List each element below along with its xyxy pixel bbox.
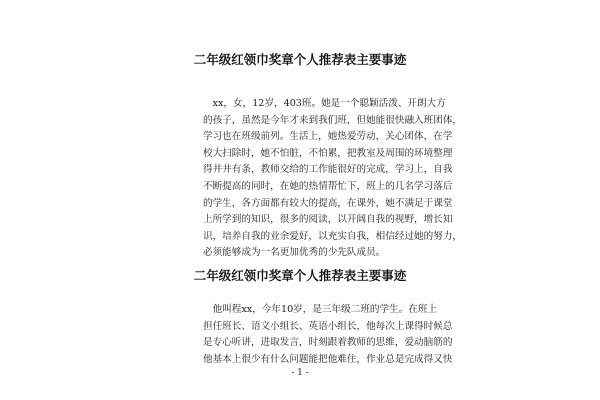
section-1-line: 不断提高的同时，在她的热情帮忙下，班上的几名学习落后 xyxy=(203,180,453,192)
section-1-line: 识，培养自我的业余爱好，以充实自我，相信经过她的努力， xyxy=(203,230,463,242)
section-1-line: 学习也在班级前列。生活上，她热爱劳动，关心团体，在学 xyxy=(203,131,453,143)
section-1-line: 的学生，各方面都有较大的提高，在课外，她不满足于课堂 xyxy=(203,197,453,209)
section-1-line: 必须能够成为一名更加优秀的少先队成员。 xyxy=(203,247,386,259)
page-number: - 1 - xyxy=(291,368,309,378)
section-1-body xyxy=(203,96,463,262)
section-2-line: 他基本上很少有什么问题能把他难住，作业总是完成得又快 xyxy=(203,353,453,365)
section-2-title: 二年级红领巾奖章个人推荐表主要事迹 xyxy=(193,268,407,283)
section-1-line: xx，女，12岁，403班。她是一个聪颖活泼、开朗大方 xyxy=(203,98,446,109)
section-2-line: 他叫程xx，今年10岁，是三年级二班的学生。在班上 xyxy=(203,304,438,315)
section-2-line: 担任班长、语文小组长、英语小组长，他每次上课得时候总 xyxy=(203,320,453,332)
section-1-line: 的孩子，虽然是今年才来到我们班，但她能很快融入班团体， xyxy=(203,114,463,126)
section-1-title: 二年级红领巾奖章个人推荐表主要事迹 xyxy=(193,52,407,67)
section-1-line: 校大扫除时，她不怕脏，不怕累，把教室及周围的环境整理 xyxy=(203,147,453,159)
section-1-line: 得井井有条，教师交给的工作能很好的完成，学习上，自我 xyxy=(203,164,453,176)
section-2-line: 是专心听讲，进取发言，时刻跟着教师的思维，爱动脑筋的 xyxy=(203,337,453,349)
section-2-body xyxy=(203,302,453,368)
section-1-line: 上所学到的知识，很多的阅读，以开阔自我的视野，增长知 xyxy=(203,214,453,226)
